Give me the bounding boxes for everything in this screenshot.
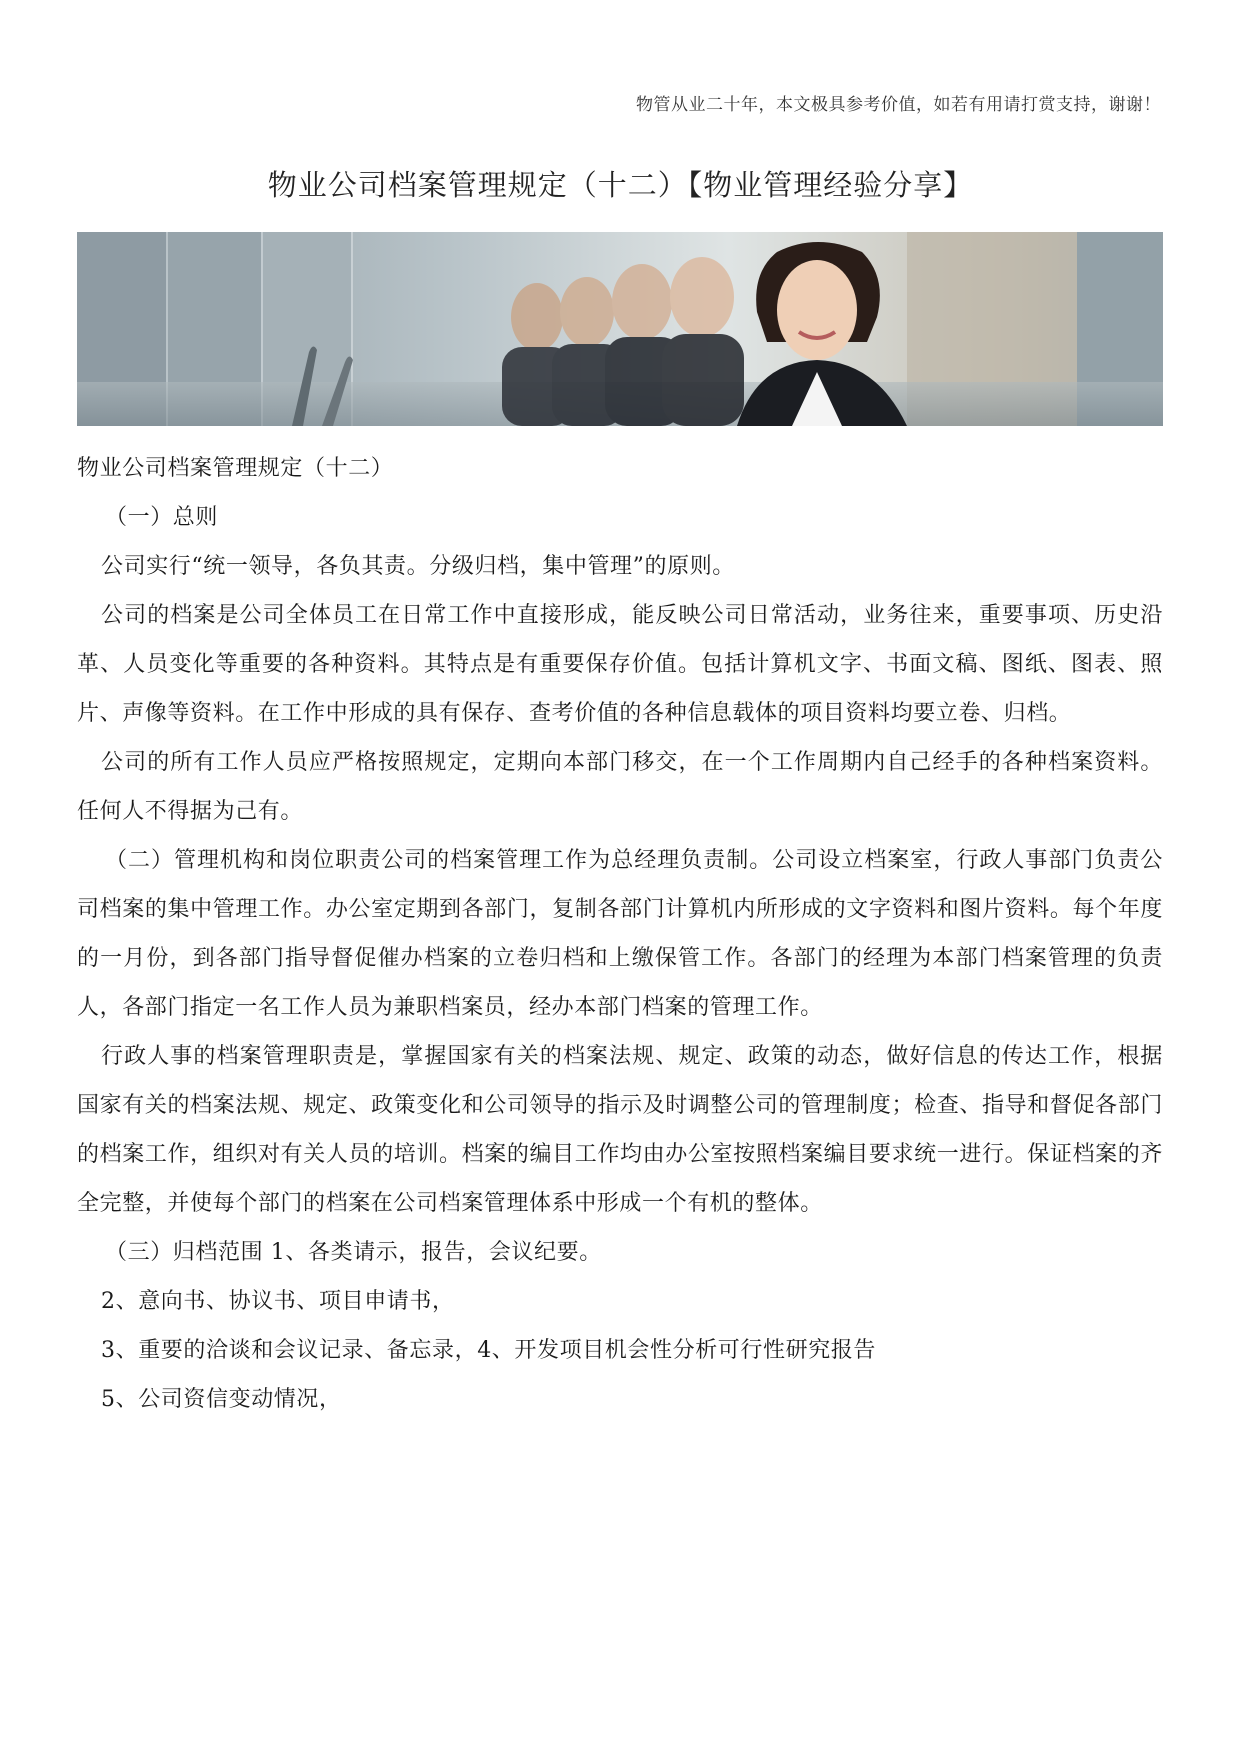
banner-image — [77, 232, 1163, 426]
subsection-heading: （一）总则 — [105, 505, 219, 530]
paragraph: 行政人事的档案管理职责是，掌握国家有关的档案法规、规定、政策的动态，做好信息的传达工作，根据国家有关的档案法规、规定、政策变化和公司领导的指示及时调整公司的管理制度；检查、指导和督促各部门的档案工作，组织对有关人员的培训。档案的编目工作均由办公室按照档案编目要求统一进行。保证档案的齐全完整，并使每个部门的档案在公司档案管理体系中形成一个有机的整体。 — [77, 1044, 1163, 1216]
document-body — [77, 444, 1163, 1424]
header-note: 物管从业二十年，本文极具参考价值，如若有用请打赏支持，谢谢！ — [636, 95, 1161, 115]
list-item: 3、重要的洽谈和会议记录、备忘录，4、开发项目机会性分析可行性研究报告 — [101, 1338, 876, 1363]
paragraph: （三）归档范围 1、各类请示，报告，会议纪要。 — [105, 1240, 602, 1265]
paragraph: （二）管理机构和岗位职责公司的档案管理工作为总经理负责制。公司设立档案室，行政人事部门负责公司档案的集中管理工作。办公室定期到各部门，复制各部门计算机内所形成的文字资料和图片资料。每个年度的一月份，到各部门指导督促催办档案的立卷归档和上缴保管工作。各部门的经理为本部门档案管理的负责人，各部门指定一名工作人员为兼职档案员，经办本部门档案的管理工作。 — [77, 848, 1163, 1020]
paragraph: 公司的所有工作人员应严格按照规定，定期向本部门移交，在一个工作周期内自己经手的各种档案资料。任何人不得据为己有。 — [77, 750, 1163, 824]
paragraph: 公司实行“统一领导，各负其责。分级归档，集中管理”的原则。 — [101, 554, 735, 579]
list-item: 5、公司资信变动情况， — [101, 1387, 342, 1412]
document-title: 物业公司档案管理规定（十二）【物业管理经验分享】 — [267, 168, 974, 202]
list-item: 2、意向书、协议书、项目申请书， — [101, 1289, 455, 1314]
paragraph: 公司的档案是公司全体员工在日常工作中直接形成，能反映公司日常活动，业务往来，重要事项、历史沿革、人员变化等重要的各种资料。其特点是有重要保存价值。包括计算机文字、书面文稿、图纸、图表、照片、声像等资料。在工作中形成的具有保存、查考价值的各种信息载体的项目资料均要立卷、归档。 — [77, 603, 1163, 726]
section-heading: 物业公司档案管理规定（十二） — [77, 456, 394, 481]
